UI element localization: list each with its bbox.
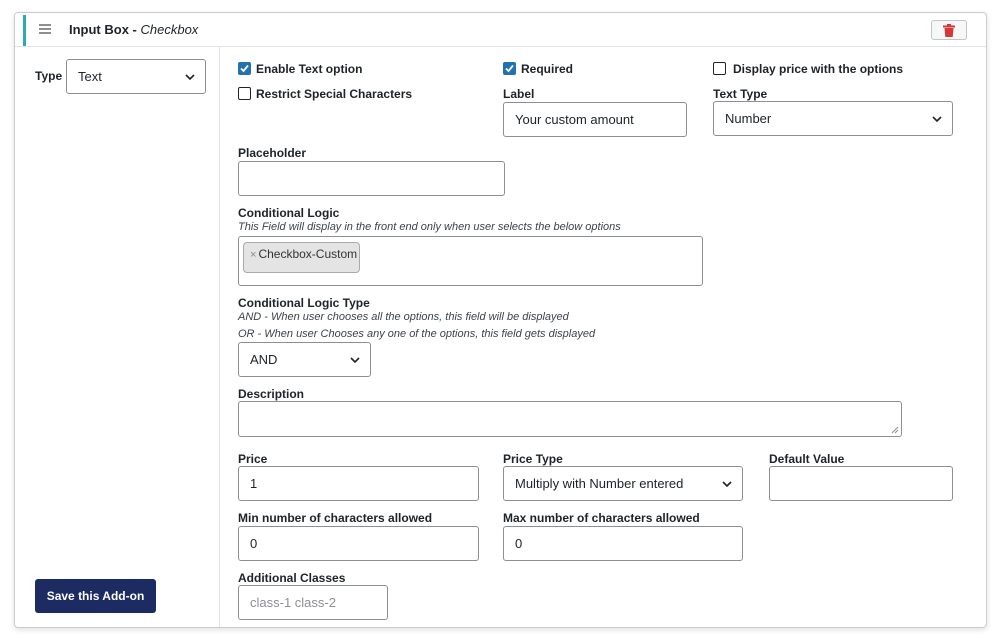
- label-input-value: Your custom amount: [515, 112, 634, 127]
- price-value: 1: [250, 476, 258, 491]
- min-chars-label: Min number of characters allowed: [238, 511, 433, 525]
- max-chars-label: Max number of characters allowed: [503, 511, 700, 525]
- label-input[interactable]: [503, 102, 687, 137]
- price-label: Price: [238, 452, 268, 466]
- conditional-logic-type-select[interactable]: [238, 342, 371, 377]
- required-checkbox[interactable]: [503, 62, 516, 75]
- additional-classes-placeholder: class-1 class-2: [250, 595, 336, 610]
- chevron-down-icon: [350, 355, 360, 365]
- left-column: [15, 47, 220, 627]
- max-chars-input[interactable]: [503, 526, 743, 561]
- price-type-label: Price Type: [503, 452, 563, 466]
- label-field-label: Label: [503, 87, 535, 101]
- chevron-down-icon: [185, 72, 195, 82]
- min-chars-value: 0: [250, 536, 258, 551]
- conditional-logic-hint: This Field will display in the front end only when user selects the below options: [238, 221, 621, 233]
- trash-icon: [943, 24, 955, 37]
- addon-panel: [14, 12, 987, 628]
- text-type-value: Number: [725, 111, 772, 126]
- price-type-select[interactable]: [503, 466, 743, 501]
- restrict-special-label: Restrict Special Characters: [256, 87, 413, 101]
- default-value-input[interactable]: [769, 466, 953, 501]
- additional-classes-label: Additional Classes: [238, 571, 346, 585]
- tag-label: Checkbox-Custom: [258, 247, 358, 261]
- required-label: Required: [521, 62, 574, 76]
- conditional-logic-tag: [243, 242, 360, 273]
- resize-grip-icon[interactable]: [891, 426, 899, 434]
- description-textarea[interactable]: [238, 401, 902, 437]
- text-type-label: Text Type: [713, 87, 768, 101]
- placeholder-label: Placeholder: [238, 146, 307, 160]
- check-icon: [239, 63, 250, 74]
- conditional-logic-label: Conditional Logic: [238, 206, 340, 220]
- price-input[interactable]: [238, 466, 479, 501]
- restrict-special-checkbox[interactable]: [238, 87, 251, 100]
- chevron-down-icon: [722, 479, 732, 489]
- type-label: Type: [35, 69, 63, 83]
- max-chars-value: 0: [515, 536, 523, 551]
- panel-title: [69, 22, 198, 37]
- panel-title-separator: -: [128, 22, 141, 37]
- panel-title-main: Input Box: [69, 22, 129, 37]
- drag-handle-icon[interactable]: [39, 24, 51, 34]
- delete-button[interactable]: [931, 20, 967, 40]
- save-addon-button[interactable]: Save this Add-on: [35, 579, 156, 613]
- type-select-value: Text: [78, 69, 102, 84]
- description-label: Description: [238, 387, 305, 401]
- enable-text-checkbox[interactable]: [238, 62, 251, 75]
- type-select[interactable]: [66, 59, 206, 94]
- panel-header: [15, 13, 986, 47]
- additional-classes-input[interactable]: [238, 585, 388, 620]
- conditional-logic-type-hint-or: OR - When user Chooses any one of the options, this field gets displayed: [238, 328, 596, 340]
- conditional-logic-type-label: Conditional Logic Type: [238, 296, 370, 310]
- check-icon: [504, 63, 515, 74]
- tag-remove-icon[interactable]: ×: [250, 249, 257, 261]
- enable-text-label: Enable Text option: [256, 62, 363, 76]
- panel-title-subtitle: Checkbox: [140, 22, 199, 37]
- conditional-logic-type-value: AND: [250, 352, 278, 367]
- text-type-select[interactable]: [713, 101, 953, 136]
- display-price-label: Display price with the options: [733, 62, 904, 76]
- placeholder-input[interactable]: [238, 161, 505, 196]
- min-chars-input[interactable]: [238, 526, 479, 561]
- display-price-checkbox[interactable]: [713, 62, 726, 75]
- price-type-value: Multiply with Number entered: [515, 476, 684, 491]
- chevron-down-icon: [932, 114, 942, 124]
- default-value-label: Default Value: [769, 452, 845, 466]
- conditional-logic-type-hint-and: AND - When user chooses all the options, this field will be displayed: [238, 311, 569, 323]
